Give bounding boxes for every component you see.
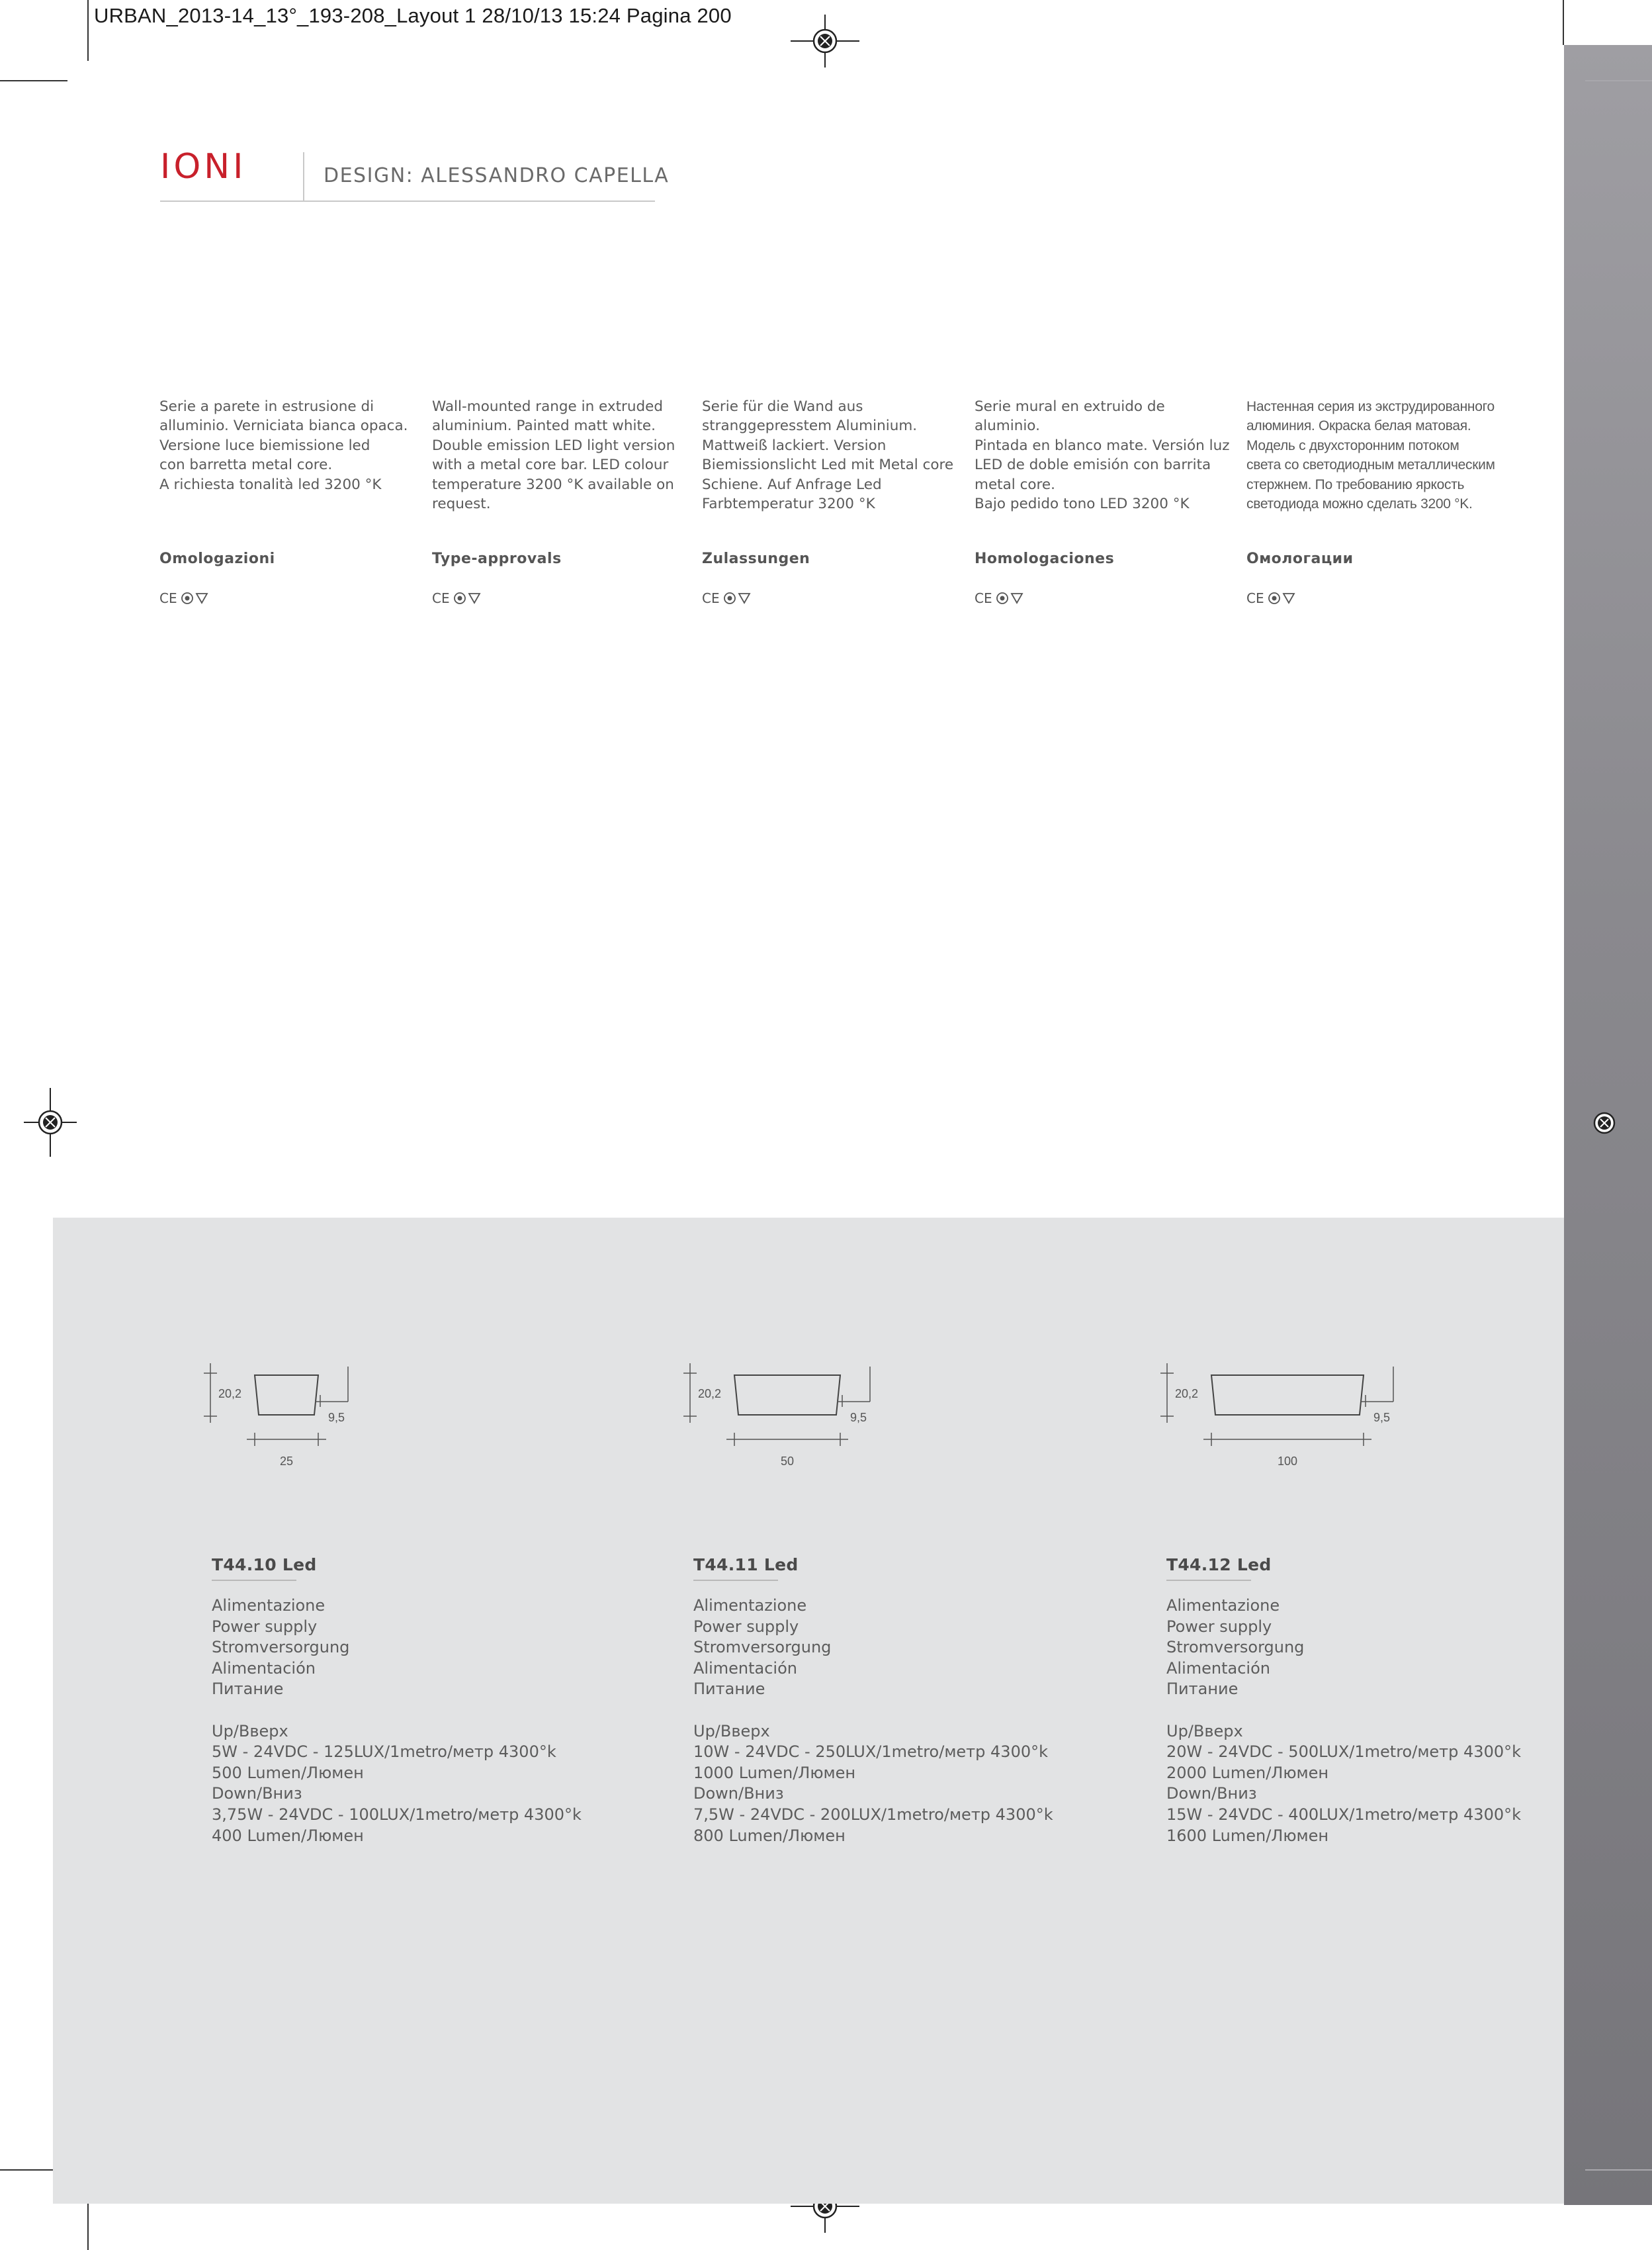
spec-line: [212, 1700, 635, 1721]
imq-mark-icon: [182, 593, 193, 604]
fixture-outline: [255, 1375, 318, 1415]
spec-line: [693, 1700, 1117, 1721]
spec-line: Down/Вниз: [212, 1784, 302, 1803]
ce-mark-icon: CE: [1246, 590, 1264, 606]
depth-dimension-label: 9,5: [850, 1411, 867, 1424]
imq-mark-icon: [1269, 593, 1280, 604]
crop-mark-top-left-v: [87, 0, 89, 61]
spec-line: Alimentación: [212, 1658, 316, 1678]
depth-dimension-label: 9,5: [1373, 1411, 1391, 1424]
approval-marks-icons: [702, 590, 755, 606]
description-column: [1246, 397, 1504, 606]
spec-line: Up/Вверх: [1166, 1721, 1243, 1740]
width-dimension-label: 100: [1277, 1455, 1298, 1468]
spec-line: 1000 Lumen/Люмен: [693, 1763, 856, 1782]
description-line: алюминия. Окраска белая матовая.: [1246, 418, 1471, 434]
product-code-rule: [693, 1580, 778, 1581]
imq-mark-icon: [997, 593, 1008, 604]
description-column: [702, 397, 960, 606]
description-line: Serie a parete in estrusione di: [159, 398, 374, 415]
width-dimension-label: 25: [279, 1455, 294, 1468]
spec-line: [1166, 1700, 1590, 1721]
description-line: Double emission LED light version: [432, 437, 675, 454]
spec-line: Stromversorgung: [1166, 1638, 1305, 1657]
description-line: света со светодиодным металлическим: [1246, 457, 1495, 473]
f-mark-icon: [196, 594, 207, 603]
title-rule: [160, 201, 655, 202]
description-line: стержнем. По требованию яркость: [1246, 476, 1465, 492]
spec-line: Alimentación: [693, 1658, 797, 1678]
fixture-outline: [1211, 1375, 1364, 1415]
description-line: A richiesta tonalità led 3200 °K: [159, 476, 382, 493]
sidebar-rule-top: [1585, 80, 1652, 81]
description-text: [975, 397, 1233, 514]
approvals-label: Type-approvals: [432, 551, 562, 567]
description-line: Biemissionslicht Led mit Metal core: [702, 457, 954, 474]
spec-line: Alimentazione: [693, 1596, 807, 1615]
spec-line: Alimentación: [1166, 1658, 1270, 1678]
product-family-title: IONI: [160, 147, 247, 187]
spec-line: 10W - 24VDC - 250LUX/1metro/метр 4300°k: [693, 1742, 1049, 1762]
ce-mark-icon: CE: [159, 590, 177, 606]
spec-line: Power supply: [212, 1617, 318, 1636]
description-line: светодиода можно сделать 3200 °K.: [1246, 496, 1473, 512]
description-column: [159, 397, 417, 606]
description-line: Bajo pedido tono LED 3200 °K: [975, 496, 1190, 513]
fixture-outline: [734, 1375, 840, 1415]
description-line: Farbtemperatur 3200 °K: [702, 496, 875, 513]
description-line: Модель с двухсторонним потоком: [1246, 437, 1459, 453]
height-dimension-label: 20,2: [1175, 1387, 1199, 1400]
product-spec: [693, 1555, 1117, 1846]
spec-line: 400 Lumen/Люмен: [212, 1826, 364, 1845]
spec-line: Питание: [212, 1680, 284, 1699]
spec-line: Stromversorgung: [693, 1638, 832, 1657]
spec-line: 2000 Lumen/Люмен: [1166, 1763, 1329, 1782]
description-line: Serie mural en extruido de aluminio.: [975, 398, 1165, 435]
height-dimension-label: 20,2: [218, 1387, 242, 1400]
product-spec: [1166, 1555, 1590, 1846]
approval-marks-icons: [432, 590, 485, 606]
sidebar-rule-bottom: [1585, 2169, 1652, 2171]
spec-line: Power supply: [1166, 1617, 1272, 1636]
product-code: T44.11 Led: [693, 1555, 799, 1574]
spec-line: 800 Lumen/Люмен: [693, 1826, 846, 1845]
spec-line: 15W - 24VDC - 400LUX/1metro/метр 4300°k: [1166, 1805, 1522, 1824]
spec-line: Stromversorgung: [212, 1638, 350, 1657]
imq-mark-icon: [724, 593, 735, 604]
spec-line: Alimentazione: [212, 1596, 326, 1615]
spec-line: Alimentazione: [1166, 1596, 1280, 1615]
description-text: [702, 397, 960, 514]
approval-marks: [159, 590, 212, 609]
spec-line: Down/Вниз: [1166, 1784, 1257, 1803]
dimension-diagram: [1155, 1357, 1400, 1476]
designer-credit: DESIGN: ALESSANDRO CAPELLA: [324, 164, 670, 187]
f-mark-icon: [1012, 594, 1022, 603]
depth-dimension-label: 9,5: [328, 1411, 345, 1424]
description-line: Wall-mounted range in extruded: [432, 398, 664, 415]
spec-line: Питание: [1166, 1680, 1239, 1699]
height-dimension-label: 20,2: [698, 1387, 722, 1400]
description-text: [1246, 397, 1504, 514]
product-code: T44.10 Led: [212, 1555, 317, 1574]
spec-line: Up/Вверх: [212, 1721, 288, 1740]
description-line: Versione luce biemissione led: [159, 437, 370, 454]
description-line: Настенная серия из экструдированного: [1246, 399, 1495, 414]
product-code: T44.12 Led: [1166, 1555, 1272, 1574]
dimension-diagram: [198, 1357, 355, 1476]
spec-line: 7,5W - 24VDC - 200LUX/1metro/метр 4300°k: [693, 1805, 1053, 1824]
spec-line: Up/Вверх: [693, 1721, 770, 1740]
description-line: alluminio. Verniciata bianca opaca.: [159, 418, 408, 435]
description-column: [432, 397, 690, 606]
spec-line: Down/Вниз: [693, 1784, 784, 1803]
approval-marks-icons: [159, 590, 212, 606]
spec-line: 1600 Lumen/Люмен: [1166, 1826, 1329, 1845]
imq-mark-icon: [455, 593, 465, 604]
spec-lines: [212, 1596, 635, 1846]
approvals-label: Омологации: [1246, 551, 1354, 567]
approval-marks-icons: [975, 590, 1027, 606]
crop-mark-top-right-v: [1563, 0, 1564, 45]
description-text: [432, 397, 690, 514]
description-line: con barretta metal core.: [159, 457, 333, 474]
f-mark-icon: [469, 594, 480, 603]
spec-lines: [693, 1596, 1117, 1846]
approvals-label: Omologazioni: [159, 551, 275, 567]
approval-marks: [1246, 590, 1299, 609]
description-line: with a metal core bar. LED colour: [432, 457, 669, 474]
registration-mark-top-icon: [791, 15, 859, 68]
spec-line: 5W - 24VDC - 125LUX/1metro/метр 4300°k: [212, 1742, 556, 1762]
approval-marks: [432, 590, 485, 609]
dimension-diagram: [678, 1357, 877, 1476]
product-spec: [212, 1555, 635, 1846]
spec-lines: [1166, 1596, 1590, 1846]
approval-marks: [702, 590, 755, 609]
description-line: temperature 3200 °K available on: [432, 476, 674, 493]
product-code-rule: [212, 1580, 296, 1581]
ce-mark-icon: CE: [432, 590, 450, 606]
description-line: request.: [432, 496, 491, 513]
approvals-label: Zulassungen: [702, 551, 810, 567]
description-text: [159, 397, 417, 494]
crop-mark-top-left-h: [0, 80, 67, 81]
description-line: Mattweiß lackiert. Version: [702, 437, 887, 454]
print-slug: URBAN_2013-14_13°_193-208_Layout 1 28/10/13 15:24 Pagina 200: [94, 4, 732, 27]
product-code-rule: [1166, 1580, 1251, 1581]
description-column: [975, 397, 1233, 606]
description-line: Schiene. Auf Anfrage Led: [702, 476, 882, 493]
description-line: Pintada en blanco mate. Versión luz: [975, 437, 1230, 454]
f-mark-icon: [739, 594, 750, 603]
description-line: stranggepresstem Aluminium.: [702, 418, 918, 435]
width-dimension-label: 50: [780, 1455, 795, 1468]
description-line: aluminium. Painted matt white.: [432, 418, 656, 435]
approval-marks-icons: [1246, 590, 1299, 606]
approval-marks: [975, 590, 1027, 609]
registration-mark-right-icon: [1588, 1106, 1621, 1140]
f-mark-icon: [1283, 594, 1294, 603]
spec-line: 3,75W - 24VDC - 100LUX/1metro/метр 4300°k: [212, 1805, 582, 1824]
approvals-label: Homologaciones: [975, 551, 1115, 567]
spec-line: Power supply: [693, 1617, 799, 1636]
title-divider: [303, 152, 304, 201]
description-line: Serie für die Wand aus: [702, 398, 863, 415]
registration-mark-left-icon: [24, 1088, 77, 1157]
spec-line: 20W - 24VDC - 500LUX/1metro/метр 4300°k: [1166, 1742, 1522, 1762]
description-line: metal core.: [975, 476, 1055, 493]
spec-line: Питание: [693, 1680, 765, 1699]
description-line: LED de doble emisión con barrita: [975, 457, 1211, 474]
ce-mark-icon: CE: [975, 590, 992, 606]
ce-mark-icon: CE: [702, 590, 720, 606]
spec-line: 500 Lumen/Люмен: [212, 1763, 364, 1782]
